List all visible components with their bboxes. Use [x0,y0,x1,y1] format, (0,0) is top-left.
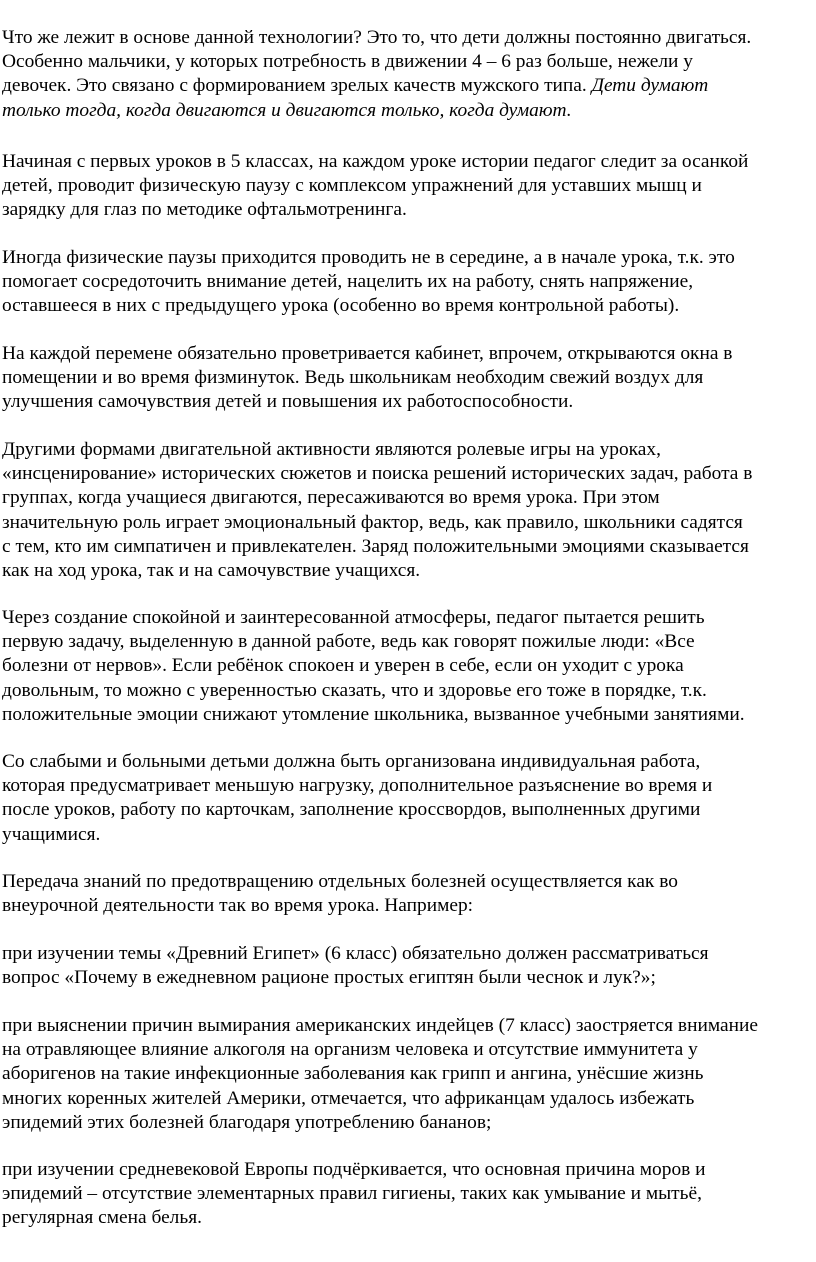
text-line: эпидемий – отсутствие элементарных правил гигиены, таких как умывание и мытьё, [2,1183,702,1205]
text-line: довольным, то можно с уверенностью сказать, что и здоровье его тоже в порядке, т.к. [2,679,707,701]
text-line: Начиная с первых уроков в 5 классах, на каждом уроке истории педагог следит за осанкой [2,151,749,172]
text-line: зарядку для глаз по методике офтальмотренинга. [2,199,407,221]
text-line: после уроков, работу по карточкам, заполнение кроссвордов, выполненных другими [2,799,701,821]
paragraph-1 [2,26,814,123]
paragraph-10 [2,1014,814,1135]
text-line: Со слабыми и больными детьми должна быть организована индивидуальная работа, [2,751,701,772]
text-line: которая предусматривает меньшую нагрузку, дополнительное разъяснение во время и [2,775,713,797]
paragraph-6 [2,606,814,727]
text-line: положительные эмоции снижают утомление школьника, вызванное учебными занятиями. [2,703,745,725]
text-line: эпидемий этих болезней благодаря употреблению бананов; [2,1111,492,1133]
text-line: Особенно мальчики, у которых потребность в движении 4 – 6 раз больше, нежели у [2,51,693,73]
paragraph-7 [2,750,814,847]
paragraph-11 [2,1158,814,1231]
text-line: на отравляющее влияние алкоголя на организм человека и отсутствие иммунитета у [2,1039,698,1061]
italic-segment: Дети думают [586,75,709,97]
text-line: учащимися. [2,823,101,845]
text-line: болезни от нервов». Если ребёнок спокоен и уверен в себе, если он уходит с урока [2,655,684,677]
text-line-italic: только тогда, когда двигаются и двигаются только, когда думают. [2,99,572,121]
text-line: регулярная смена белья. [2,1207,202,1229]
text-line: многих коренных жителей Америки, отмечается, что африканцам удалось избежать [2,1087,695,1109]
text-line: Передача знаний по предотвращению отдельных болезней осуществляется как во [2,871,678,892]
text-line: Иногда физические паузы приходится проводить не в середине, а в начале урока, т.к. это [2,247,735,268]
paragraph-5 [2,438,814,583]
paragraph-2 [2,150,814,223]
text-segment: девочек. Это связано с формированием зрелых качеств мужского типа. [2,75,587,97]
text-line: помещении и во время физминуток. Ведь школьникам необходим свежий воздух для [2,367,704,389]
text-line: детей, проводит физическую паузу с комплексом упражнений для уставших мышц и [2,175,702,197]
text-line: Другими формами двигательной активности являются ролевые игры на уроках, [2,439,661,460]
text-line: первую задачу, выделенную в данной работе, ведь как говорят пожилые люди: «Все [2,631,695,653]
text-line: На каждой перемене обязательно проветривается кабинет, впрочем, открываются окна в [2,343,733,364]
text-line: вопрос «Почему в ежедневном рационе простых египтян были чеснок и лук?»; [2,967,656,989]
paragraph-9 [2,942,814,990]
paragraph-3 [2,246,814,319]
text-line [2,74,814,98]
text-line: Через создание спокойной и заинтересованной атмосферы, педагог пытается решить [2,607,705,628]
text-line: при выяснении причин вымирания американских индейцев (7 класс) заостряется внимание [2,1015,758,1036]
paragraph-8 [2,870,814,918]
text-line: с тем, кто им симпатичен и привлекателен. Заряд положительными эмоциями сказывается [2,535,749,557]
text-line: аборигенов на такие инфекционные заболевания как грипп и ангина, унёсшие жизнь [2,1063,704,1085]
paragraph-4 [2,342,814,415]
text-line: внеурочной деятельности так во время урока. Например: [2,895,474,917]
text-line: помогает сосредоточить внимание детей, нацелить их на работу, снять напряжение, [2,271,694,293]
text-line: группах, когда учащиеся двигаются, пересаживаются во время урока. При этом [2,487,660,509]
text-line: Что же лежит в основе данной технологии? Это то, что дети должны постоянно двигаться. [2,27,752,48]
text-line: оставшееся в них с предыдущего урока (особенно во время контрольной работы). [2,295,680,317]
text-line: «инсценирование» исторических сюжетов и поиска решений исторических задач, работа в [2,463,753,485]
text-line: при изучении средневековой Европы подчёркивается, что основная причина моров и [2,1159,706,1180]
text-line: значительную роль играет эмоциональный фактор, ведь, как правило, школьники садятся [2,511,743,533]
text-line: улучшения самочувствия детей и повышения их работоспособности. [2,391,574,413]
text-line: при изучении темы «Древний Египет» (6 класс) обязательно должен рассматриваться [2,943,709,964]
text-line: как на ход урока, так и на самочувствие учащихся. [2,559,421,581]
